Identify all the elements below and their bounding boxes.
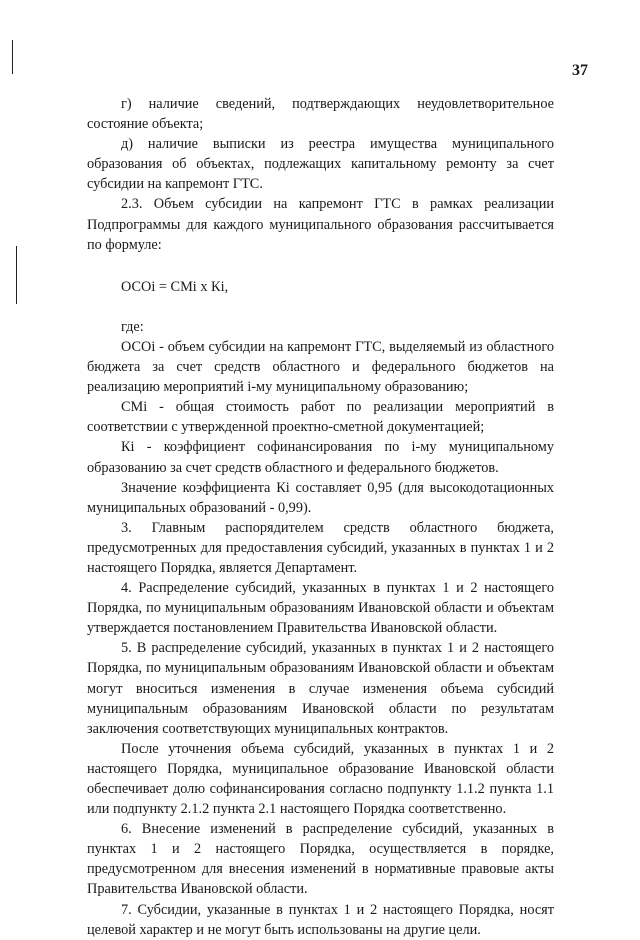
- paragraph-3: 3. Главным распорядителем средств областного бюджета, предусмотренных для предоставления субсидий, указанных в пунктах 1 и 2 настоящего Порядка, является Департамент.: [87, 519, 554, 576]
- definition-sm: СМi - общая стоимость работ по реализации мероприятий в соответствии с утвержденной проектно-сметной документацией;: [87, 399, 554, 436]
- paragraph-5-continued: После уточнения объема субсидий, указанных в пунктах 1 и 2 настоящего Порядка, муниципальное образование Ивановской области обеспечивает долю софинансирования согласно подпункту 1.1.2 пункта 1.1 или подпункту 2.1.2 пункта 2.1 настоящего Порядка соответственно.: [87, 740, 554, 818]
- paragraph-2-3: 2.3. Объем субсидии на капремонт ГТС в рамках реализации Подпрограммы для каждого муниципального образования рассчитывается по формуле:: [87, 196, 554, 253]
- coefficient-value-note: Значение коэффициента Кi составляет 0,95 (для высокодотационных муниципальных образований - 0,99).: [87, 479, 554, 516]
- document-body: [87, 94, 554, 940]
- definition-oso: ОСОi - объем субсидии на капремонт ГТС, выделяемый из областного бюджета за счет средств областного и федерального бюджетов на реализацию мероприятий i-му муниципальному образованию;: [87, 338, 554, 396]
- paragraph-6: 6. Внесение изменений в распределение субсидий, указанных в пунктах 1 и 2 настоящего Порядка, осуществляется в порядке, предусмотренном для внесения изменений в нормативные правовые акты Правительства Ивановской области.: [87, 821, 554, 898]
- paragraph-4: 4. Распределение субсидий, указанных в пунктах 1 и 2 настоящего Порядка, по муниципальным образованиям Ивановской области и объектам утверждается постановлением Правительства Ивановской области.: [87, 580, 554, 637]
- paragraph-item-d: д) наличие выписки из реестра имущества муниципального образования об объектах, подлежащих капитальному ремонту за счет субсидии на капремонт ГТС.: [87, 136, 554, 193]
- scan-edge-mark: [16, 246, 17, 304]
- paragraph-7: 7. Субсидии, указанные в пунктах 1 и 2 настоящего Порядка, носят целевой характер и не могут быть использованы на другие цели.: [87, 901, 554, 938]
- scan-edge-mark: [12, 40, 13, 74]
- formula: ОСОi = СМi x Кi,: [121, 278, 229, 295]
- where-label: где:: [121, 318, 144, 335]
- definition-k: Кi - коэффициент софинансирования по i-му муниципальному образованию за счет средств областного и федерального бюджетов.: [87, 439, 554, 476]
- paragraph-item-g: г) наличие сведений, подтверждающих неудовлетворительное состояние объекта;: [87, 96, 554, 133]
- page-number: 37: [572, 62, 588, 79]
- paragraph-5: 5. В распределение субсидий, указанных в пунктах 1 и 2 настоящего Порядка, по муниципальным образованиям Ивановской области и объектам могут вноситься изменения в случае изменения объема субсидий муниципальным образованиям Ивановской области по результатам заключения соответствующих муниципальных контрактов.: [87, 640, 554, 737]
